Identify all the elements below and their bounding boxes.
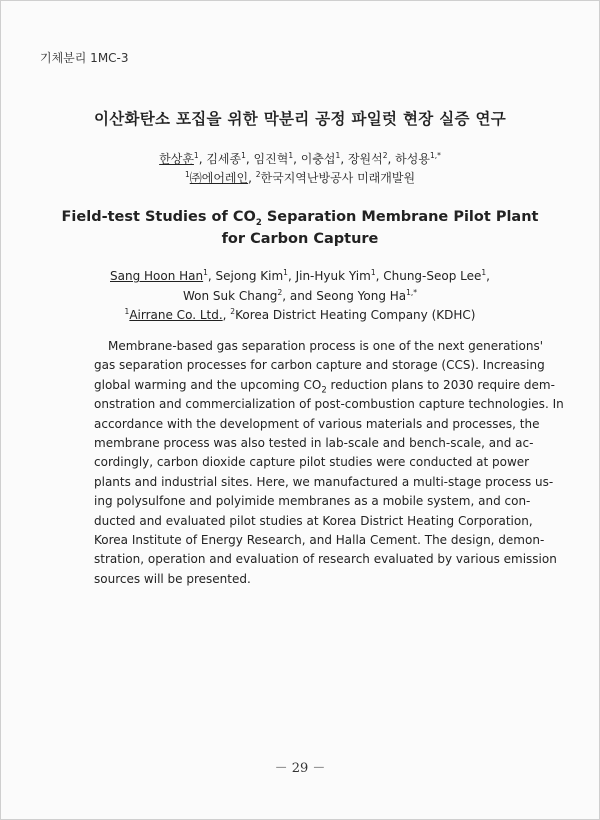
english-affiliation: Korea District Heating Company (KDHC) bbox=[235, 308, 476, 322]
korean-author: 임진혁$^1$, bbox=[253, 151, 301, 166]
abstract-line: onstration and commercialization of post-combustion capture technologies. In bbox=[94, 397, 564, 412]
english-author: Won Suk Chang$^2$, and bbox=[182, 287, 317, 303]
korean-authors bbox=[0, 150, 600, 167]
korean-title: 이산화탄소 포집을 위한 막분리 공정 파일럿 현장 실증 연구 bbox=[93, 110, 507, 128]
korean-affiliations: $^1$㈜에어레인, $^2$한국지역난방공사 미래개발원 bbox=[184, 170, 416, 185]
english-authors-line bbox=[0, 267, 600, 287]
abstract-line: gas separation processes for carbon capture and storage (CCS). Increasing bbox=[94, 358, 545, 373]
english-title-line: for Carbon Capture bbox=[221, 231, 379, 247]
korean-author: 김세종$^1$, bbox=[206, 151, 254, 166]
abstract-line: accordance with the development of various materials and processes, the bbox=[94, 416, 540, 431]
korean-author: 한상훈$^1$, bbox=[159, 151, 207, 166]
english-author: Jin-Hyuk Yim$^1$, bbox=[295, 268, 384, 283]
english-author: Seong Yong $Ha^{1,*}$ bbox=[316, 287, 418, 303]
english-author: Sejong Kim$^1$, bbox=[215, 268, 296, 283]
abstract-line: membrane process was also tested in lab-scale and bench-scale, and ac- bbox=[94, 435, 534, 450]
abstract-line: stration, operation and evaluation of research evaluated by various emission bbox=[94, 552, 557, 567]
page-number: － 29 － bbox=[274, 761, 326, 776]
english-title-line: Field-test Studies of $CO_2$ Separation Membrane Pilot Plant bbox=[61, 209, 539, 228]
korean-affiliation: 한국지역난방공사 미래개발원 bbox=[260, 171, 416, 185]
korean-affiliation: ㈜에어레인 bbox=[189, 171, 249, 185]
abstract-line: ducted and evaluated pilot studies at Korea District Heating Corporation, bbox=[94, 513, 533, 528]
korean-author: 하성용$^{1,*}$ bbox=[395, 151, 441, 166]
abstract-line: cordingly, carbon dioxide capture pilot studies were conducted at power bbox=[94, 455, 530, 470]
abstract-line: ing polysulfone and polyimide membranes as a mobile system, and con- bbox=[94, 494, 531, 509]
korean-author: 이충섭$^1$, bbox=[300, 151, 348, 166]
english-authors-line bbox=[0, 287, 600, 307]
session-code: 기체분리 1MC-3 bbox=[40, 51, 129, 65]
english-affiliations: $^1$Airrane Co. Ltd., $^2$Korea District Heating Company (KDHC) bbox=[124, 307, 476, 322]
english-author: Sang Hoon Han$^1$, bbox=[110, 268, 216, 283]
english-affiliation: Airrane Co. Ltd. bbox=[129, 308, 223, 322]
english-authors bbox=[0, 267, 600, 326]
abstract-line: Korea Institute of Energy Research, and Halla Cement. The design, demon- bbox=[94, 532, 545, 547]
abstract-line: sources will be presented. bbox=[94, 571, 251, 586]
abstract-line: plants and industrial sites. Here, we manufactured a multi-stage process us- bbox=[94, 474, 554, 489]
korean-author: 장원석$^2$, bbox=[347, 151, 396, 166]
abstract-line: Membrane-based gas separation process is one of the next generations' bbox=[108, 339, 543, 353]
english-author: Chung-Seop Lee$^1$, bbox=[383, 268, 490, 283]
abstract bbox=[94, 337, 564, 589]
english-title bbox=[0, 206, 600, 250]
abstract-line: global warming and the upcoming $CO_2$ reduction plans to 2030 require dem- bbox=[94, 377, 555, 396]
